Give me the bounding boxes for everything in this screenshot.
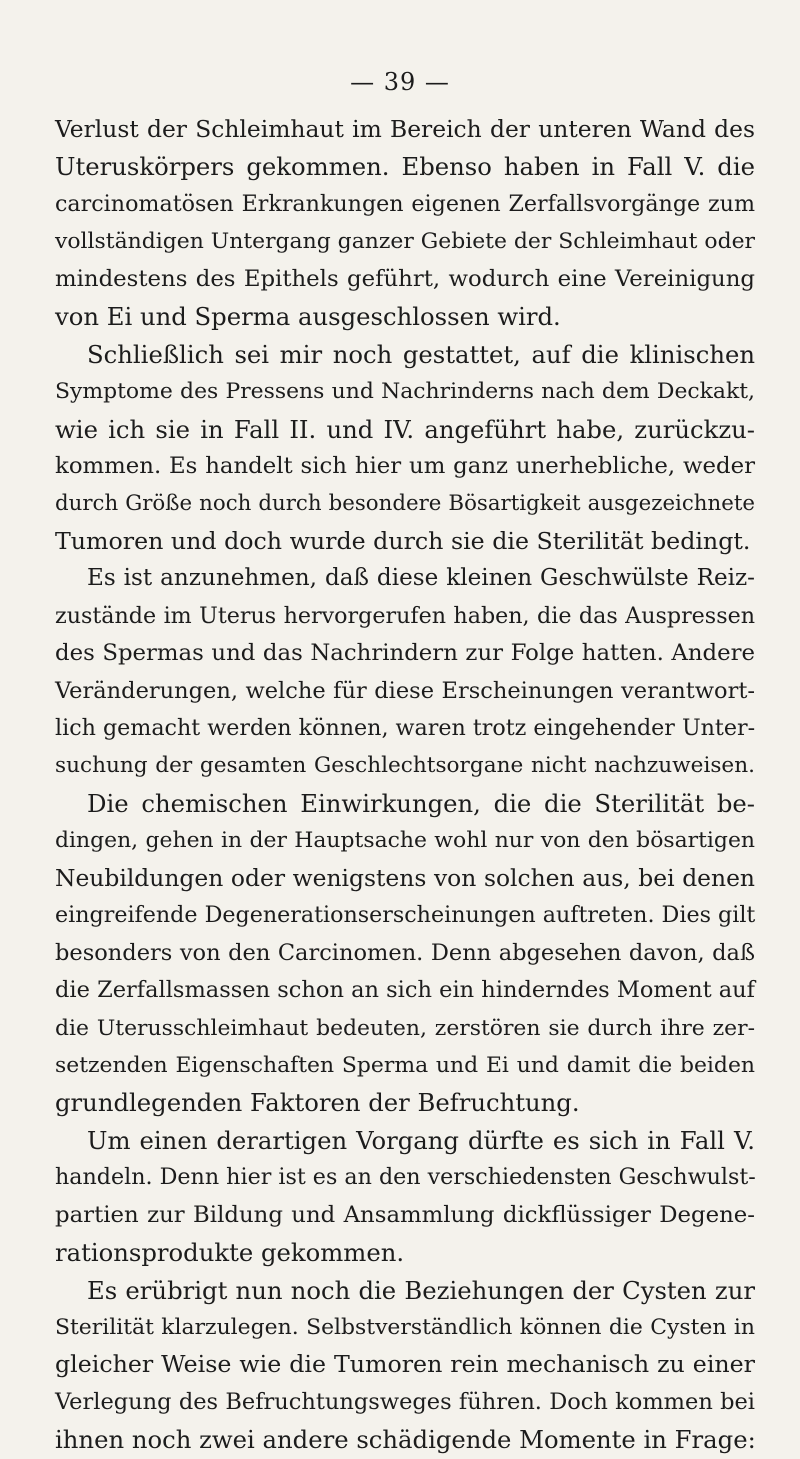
text-line: Verlegung des Befruchtungsweges führen. Doch kommen bei [55, 1388, 755, 1415]
text-line: kommen. Es handelt sich hier um ganz unerhebliche, weder [55, 452, 755, 479]
text-line: grundlegenden Faktoren der Befruchtung. [55, 1088, 580, 1118]
text-line: durch Größe noch durch besondere Bösartigkeit ausgezeichnete [55, 491, 755, 517]
text-line: Es ist anzunehmen, daß diese kleinen Geschwülste Reiz- [87, 565, 755, 592]
text-line: lich gemacht werden können, waren trotz eingehender Unter- [55, 715, 756, 741]
text-line: Um einen derartigen Vorgang dürfte es sich in Fall V. [87, 1125, 755, 1155]
page-number: — 39 — [350, 68, 450, 96]
text-line: eingreifende Degenerationserscheinungen auftreten. Dies gilt [55, 902, 756, 929]
text-line: gleicher Weise wie die Tumoren rein mechanisch zu einer [55, 1350, 755, 1379]
text-line: die Uterusschleimhaut bedeuten, zerstören sie durch ihre zer- [55, 1015, 755, 1041]
text-line: Verlust der Schleimhaut im Bereich der unteren Wand des [55, 115, 755, 143]
text-line: setzenden Eigenschaften Sperma und Ei und damit die beiden [55, 1052, 755, 1078]
text-line: Es erübrigt nun noch die Beziehungen der Cysten zur [87, 1275, 755, 1305]
text-line: partien zur Bildung und Ansammlung dickflüssiger Degene- [55, 1201, 755, 1228]
text-line: suchung der gesamten Geschlechtsorgane nicht nachzuweisen. [55, 753, 755, 779]
text-line: Sterilität klarzulegen. Selbstverständlich können die Cysten in [55, 1315, 755, 1340]
text-line: ihnen noch zwei andere schädigende Momente in Frage: [55, 1425, 756, 1455]
text-line: Veränderungen, welche für diese Erscheinungen verantwort- [55, 677, 755, 704]
text-line: wie ich sie in Fall II. und IV. angeführt habe, zurückzu- [55, 414, 755, 444]
text-line: Uteruskörpers gekommen. Ebenso haben in Fall V. die [55, 152, 755, 182]
text-line: Schließlich sei mir noch gestattet, auf die klinischen [87, 339, 755, 369]
text-line: Tumoren und doch wurde durch sie die Sterilität bedingt. [55, 526, 751, 555]
text-line: dingen, gehen in der Hauptsache wohl nur von den bösartigen [55, 828, 755, 854]
text-line: besonders von den Carcinomen. Denn abgesehen davon, daß [55, 939, 755, 966]
text-line: mindestens des Epithels geführt, wodurch eine Vereinigung [55, 265, 755, 292]
text-line: Die chemischen Einwirkungen, die die Sterilität be- [87, 788, 755, 818]
text-line: zustände im Uterus hervorgerufen haben, die das Auspressen [55, 602, 755, 629]
text-line: des Spermas und das Nachrindern zur Folge hatten. Andere [55, 640, 755, 667]
text-line: von Ei und Sperma ausgeschlossen wird. [55, 302, 561, 332]
text-line: die Zerfallsmassen schon an sich ein hinderndes Moment auf [55, 977, 755, 1004]
text-line: handeln. Denn hier ist es an den verschiedensten Geschwulst- [55, 1164, 756, 1191]
text-line: Symptome des Pressens und Nachrinderns nach dem Deckakt, [55, 379, 755, 405]
text-line: carcinomatösen Erkrankungen eigenen Zerfallsvorgänge zum [55, 190, 755, 217]
text-line: rationsprodukte gekommen. [55, 1238, 405, 1268]
body-text [55, 111, 755, 1459]
text-line: vollständigen Untergang ganzer Gebiete der Schleimhaut oder [55, 229, 755, 255]
text-line: Neubildungen oder wenigstens von solchen aus, bei denen [55, 863, 755, 892]
